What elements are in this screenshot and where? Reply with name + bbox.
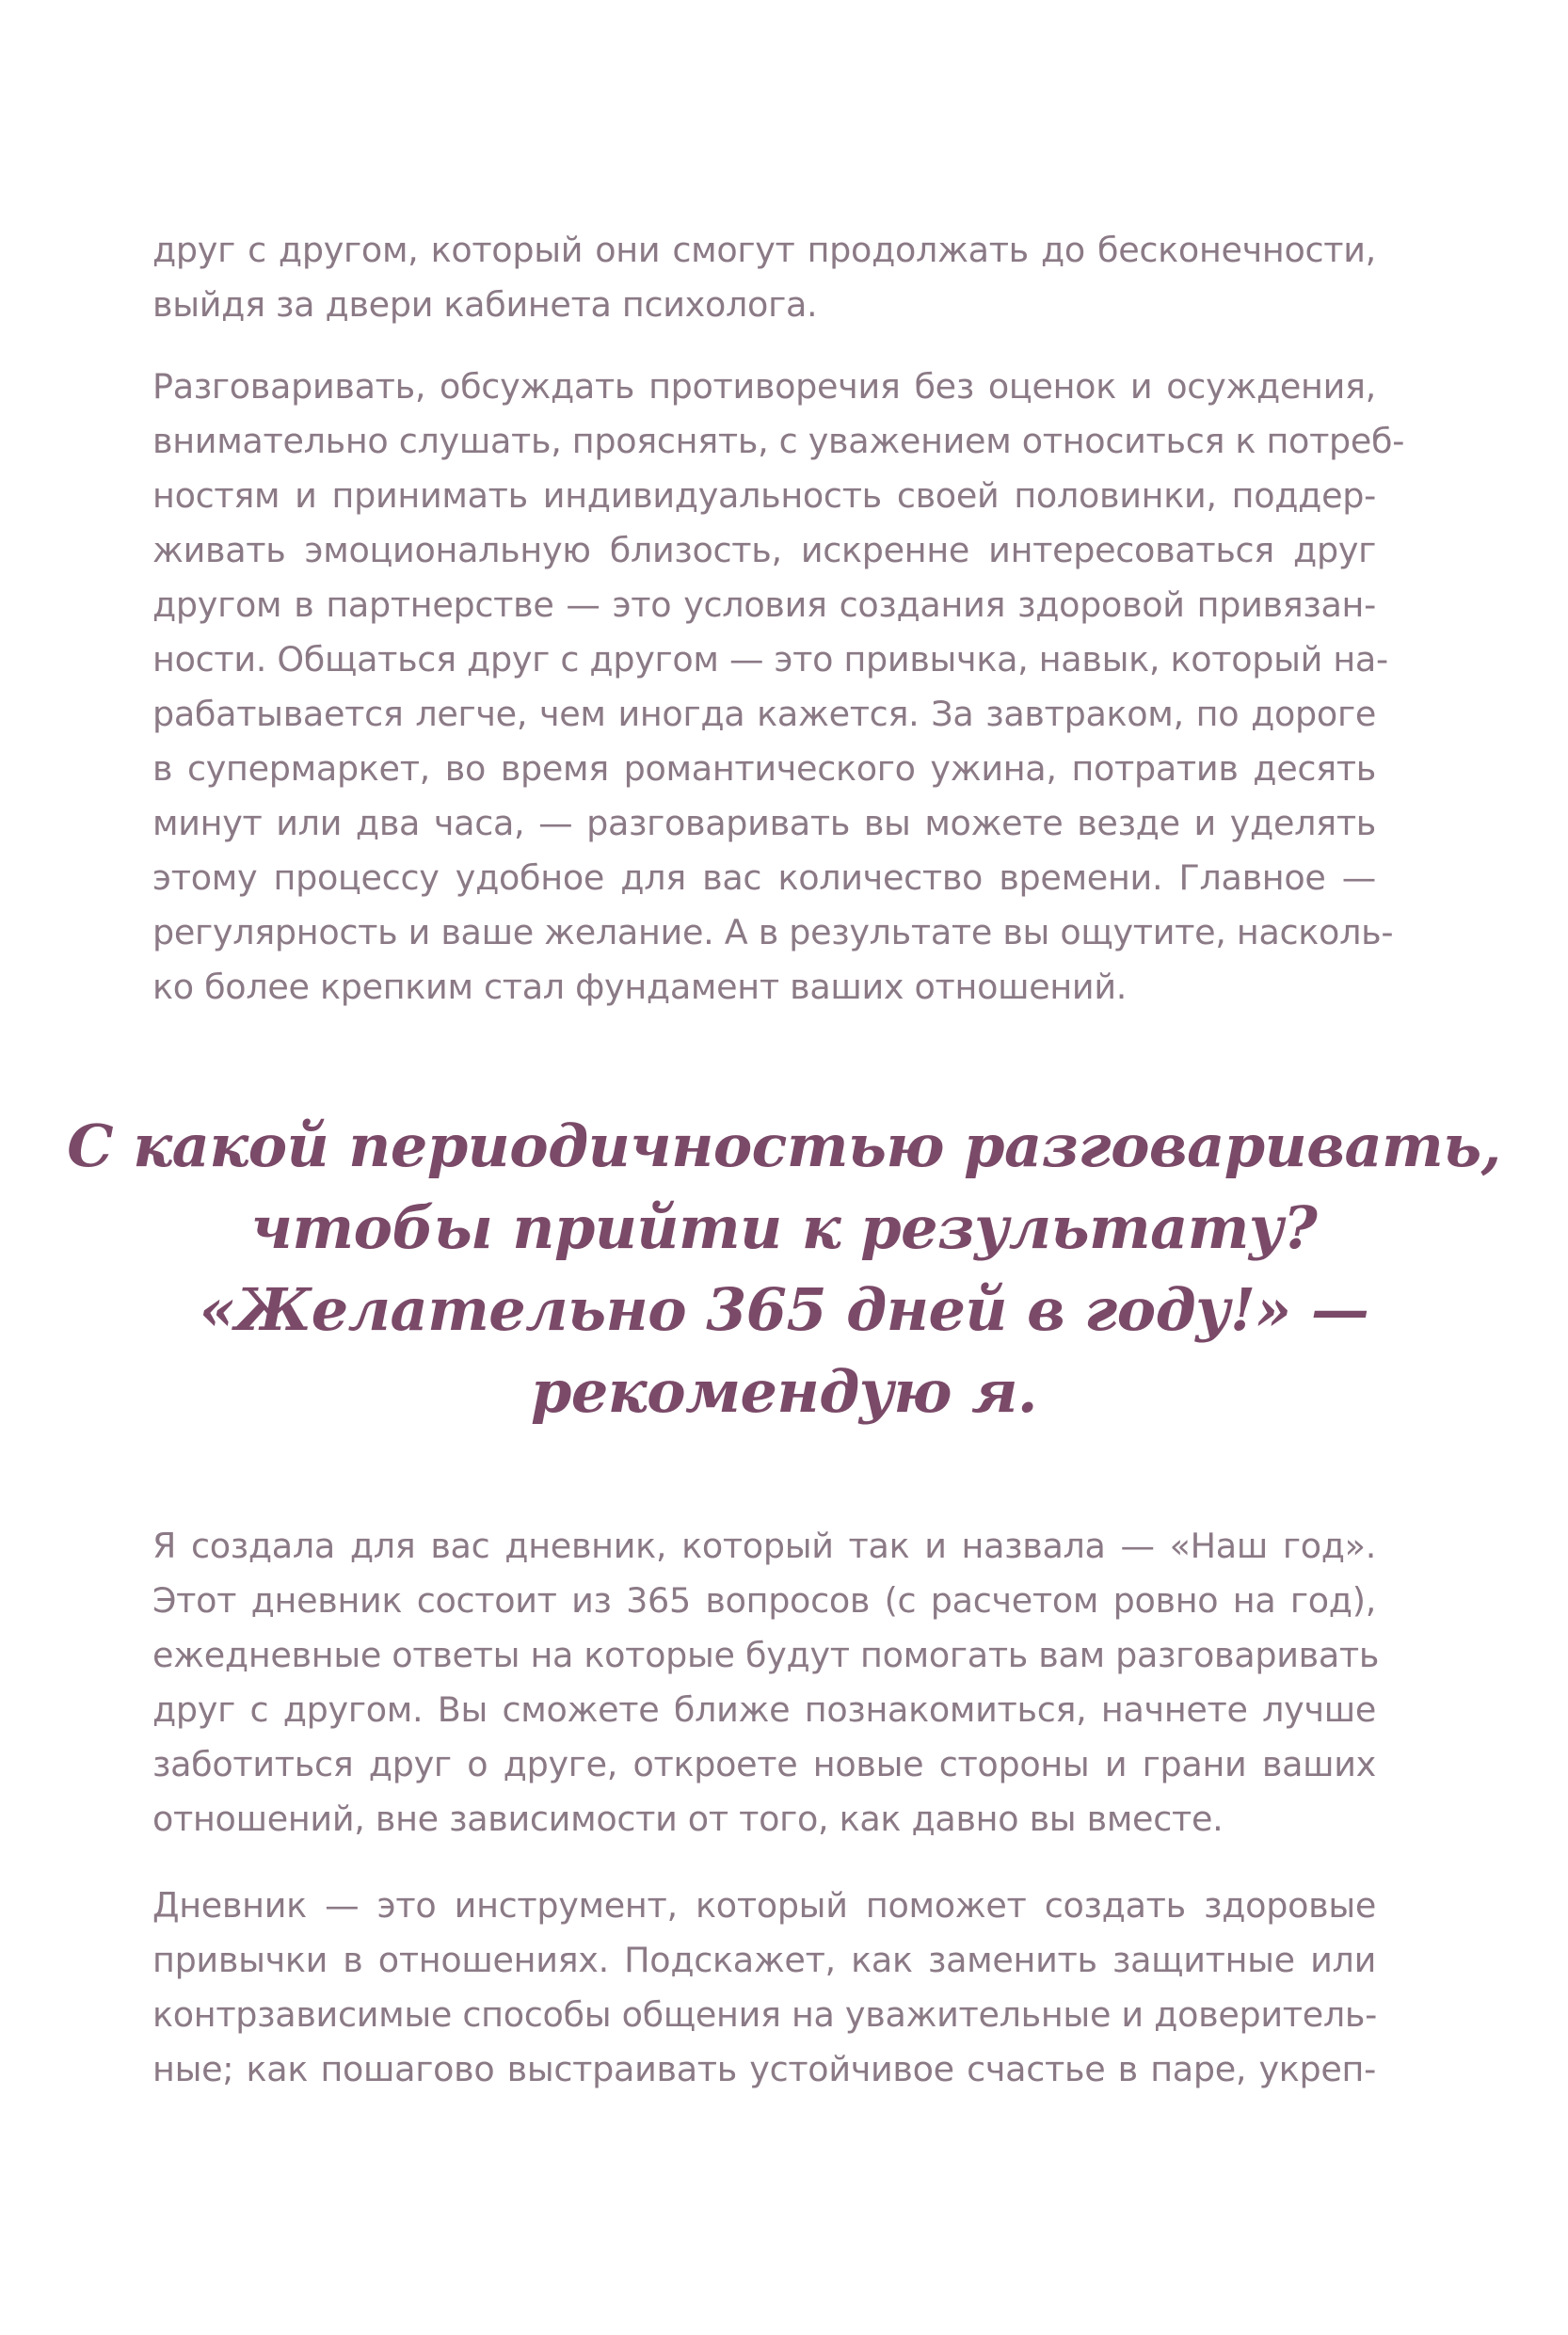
paragraph-line: регулярность и ваше желание. А в результате вы ощутите, насколь- [152,912,1394,952]
paragraph-line: Этот дневник состоит из 365 вопросов (с расчетом ровно на год), [152,1580,1376,1621]
paragraph-line: выйдя за двери кабинета психолога. [152,284,818,325]
paragraph-line: ные; как пошагово выстраивать устойчивое счастье в паре, укреп- [152,2049,1376,2089]
paragraph-line: рабатывается легче, чем иногда кажется. За завтраком, по дороге [152,694,1376,734]
paragraph-line: друг с другом, который они смогут продолжать до бесконечности, [152,230,1376,270]
paragraph-line: Я создала для вас дневник, который так и назвала — «Наш год». [152,1526,1376,1566]
paragraph-line: этому процессу удобное для вас количество времени. Главное — [152,857,1376,898]
paragraph-line: Разговаривать, обсуждать противоречия без оценок и осуждения, [152,366,1376,407]
paragraph-line: другом в партнерстве — это условия создания здоровой привязан- [152,584,1376,625]
paragraph-line: заботиться друг о друге, откроете новые стороны и грани ваших [152,1744,1376,1784]
quote-line: рекомендую я. [531,1357,1037,1426]
paragraph-line: минут или два часа, — разговаривать вы можете везде и уделять [152,803,1376,843]
quote-line: «Желательно 365 дней в году!» — [199,1275,1369,1344]
paragraph-line: привычки в отношениях. Подскажет, как заменить защитные или [152,1940,1376,1980]
paragraph-line: Дневник — это инструмент, который поможет создать здоровые [152,1885,1376,1926]
paragraph-line: отношений, вне зависимости от того, как давно вы вместе. [152,1799,1224,1839]
paragraph-line: ностям и принимать индивидуальность своей половинки, поддер- [152,475,1376,516]
paragraph-line: живать эмоциональную близость, искренне интересоваться друг [152,530,1376,570]
paragraph-line: ко более крепким стал фундамент ваших отношений. [152,967,1128,1007]
paragraph-line: ежедневные ответы на которые будут помогать вам разговаривать [152,1635,1380,1675]
paragraph-line: друг с другом. Вы сможете ближе познакомиться, начнете лучше [152,1689,1376,1730]
quote-line: С какой периодичностью разговаривать, [67,1112,1501,1180]
paragraph-line: ности. Общаться друг с другом — это привычка, навык, который на- [152,639,1388,680]
paragraph-line: в супермаркет, во время романтического ужина, потратив десять [152,748,1376,789]
paragraph-line: внимательно слушать, прояснять, с уважением относиться к потреб- [152,421,1405,461]
paragraph-line: контрзависимые способы общения на уважительные и доверитель- [152,1994,1377,2035]
quote-line: чтобы прийти к результату? [250,1193,1318,1262]
